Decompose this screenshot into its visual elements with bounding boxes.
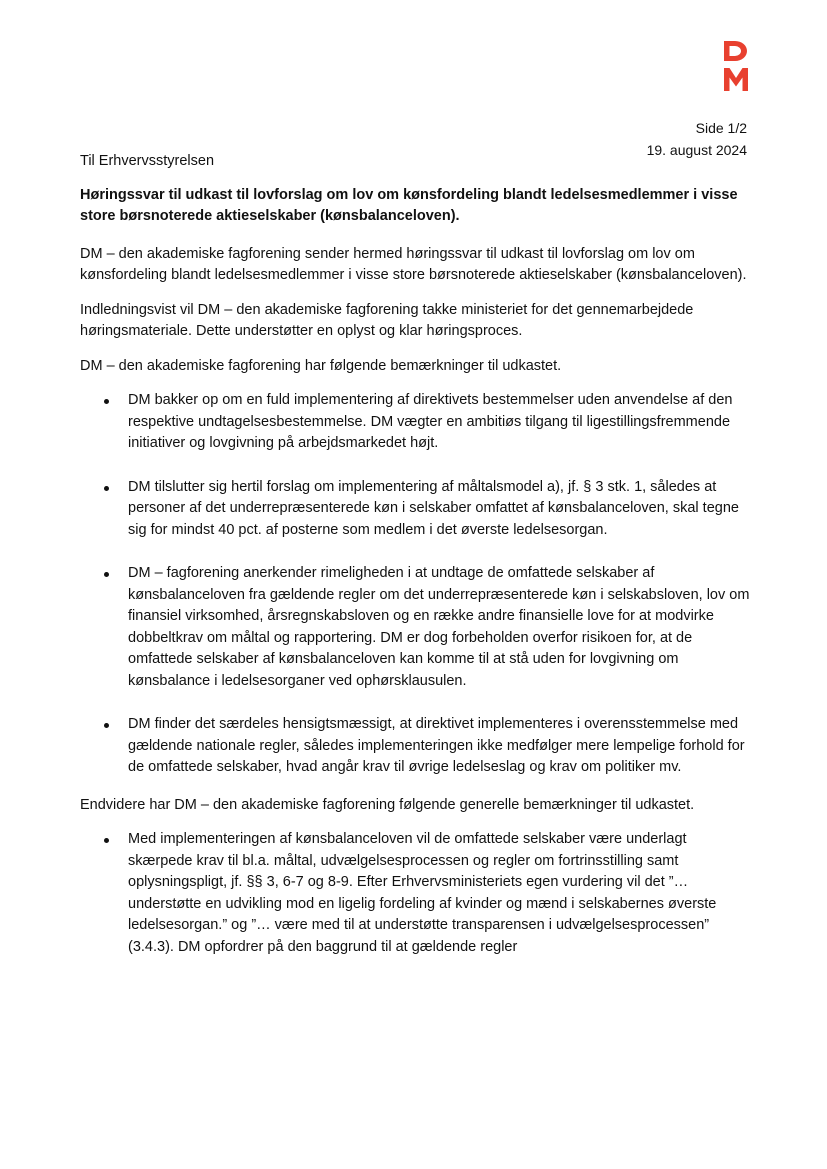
remarks-list [80,390,750,779]
remark-item [80,477,750,542]
intro-paragraph: Indledningsvist vil DM – den akademiske fagforening takke ministeriet for det gennemarbejdede høringsmateriale. Dette understøtter en oplyst og klar høringsproces. [80,301,694,339]
dm-logo [722,40,750,92]
recipient: Til Erhvervsstyrelsen [80,153,215,169]
letter-title: Høringssvar til udkast til lovforslag om lov om kønsfordeling blandt ledelsesmedlemmer i visse store børsnoterede aktieselskaber (kønsbalanceloven). [80,186,738,224]
remark-text: DM tilslutter sig hertil forslag om implementering af måltalsmodel a), jf. § 3 stk. 1, således at personer af det underrepræsenterede køn i selskaber omfattet af kønsbalanceloven, skal tegne sig for mindst 40 pct. af posterne som medlem i det øverste ledelsesorgan. [128,478,739,538]
bullet-icon [104,572,109,577]
remark-item [80,714,750,779]
page-number: Side 1/2 [695,120,747,136]
dm-logo-mark [722,40,750,92]
bullet-icon [104,723,109,728]
general-intro: Endvidere har DM – den akademiske fagforening følgende generelle bemærkninger til udkastet. [80,796,695,813]
intro-paragraph: DM – den akademiske fagforening har følgende bemærkninger til udkastet. [80,357,562,374]
bullet-icon [104,486,109,491]
intro-paragraph: DM – den akademiske fagforening sender hermed høringssvar til udkast til lovforslag om lov om kønsfordeling blandt ledelsesmedlemmer i visse store børsnoterede aktieselskaber (kønsbalanceloven). [80,245,747,283]
general-remark-text: Med implementeringen af kønsbalanceloven vil de omfattede selskaber være underlagt skærpede krav til bl.a. måltal, udvælgelsesprocessen og regler om fortrinsstilling samt oplysningspligt, jf. §§ 3, 6-7 og 8-9. Efter Erhvervsministeriets egen vurdering vil det ”… understøtte en udvikling mod en ligelig fordeling af kvinder og mænd i selskabernes øverste ledelsesorgan.” og ”… være med til at understøtte transparensen i udvælgelsesprocessen” (3.4.3). DM opfordrer på den baggrund til at gældende regler [128,831,717,955]
letter-body [80,151,750,974]
general-remark-item [80,829,750,958]
bullet-icon [104,399,109,404]
remark-text: DM finder det særdeles hensigtsmæssigt, at direktivet implementeres i overensstemmelse med gældende nationale regler, således implementeringen ikke medfølger mere lempelige forhold for de omfattede selskaber, hvad angår krav til øvrige ledelseslag og krav om politiker mv. [128,716,745,775]
bullet-icon [104,838,109,843]
remark-item [80,390,750,455]
general-remarks-list [80,829,750,958]
remark-text: DM bakker op om en fuld implementering af direktivets bestemmelser uden anvendelse af den respektive undtagelsesbestemmelse. DM vægter en ambitiøs tilgang til ligestillingsfremmende initiativer og lovgivning på arbejdsmarkedet højt. [128,392,733,451]
remark-text: DM – fagforening anerkender rimeligheden i at undtage de omfattede selskaber af kønsbalanceloven fra gældende regler om det underrepræsenterede køn i selskabsloven, lov om finansiel virksomhed, årsregnskabsloven og en række andre finansielle love for at modvirke dobbeltkrav om måltal og rapportering. DM er dog forbeholden overfor risikoen for, at de omfattede selskaber af kønsbalanceloven kan komme til at stå uden for lovgivning om kønsbalance i ledelsesorganer ved ophørsklausulen. [128,565,750,689]
document-date: 19. august 2024 [646,142,747,158]
remark-item [80,563,750,692]
